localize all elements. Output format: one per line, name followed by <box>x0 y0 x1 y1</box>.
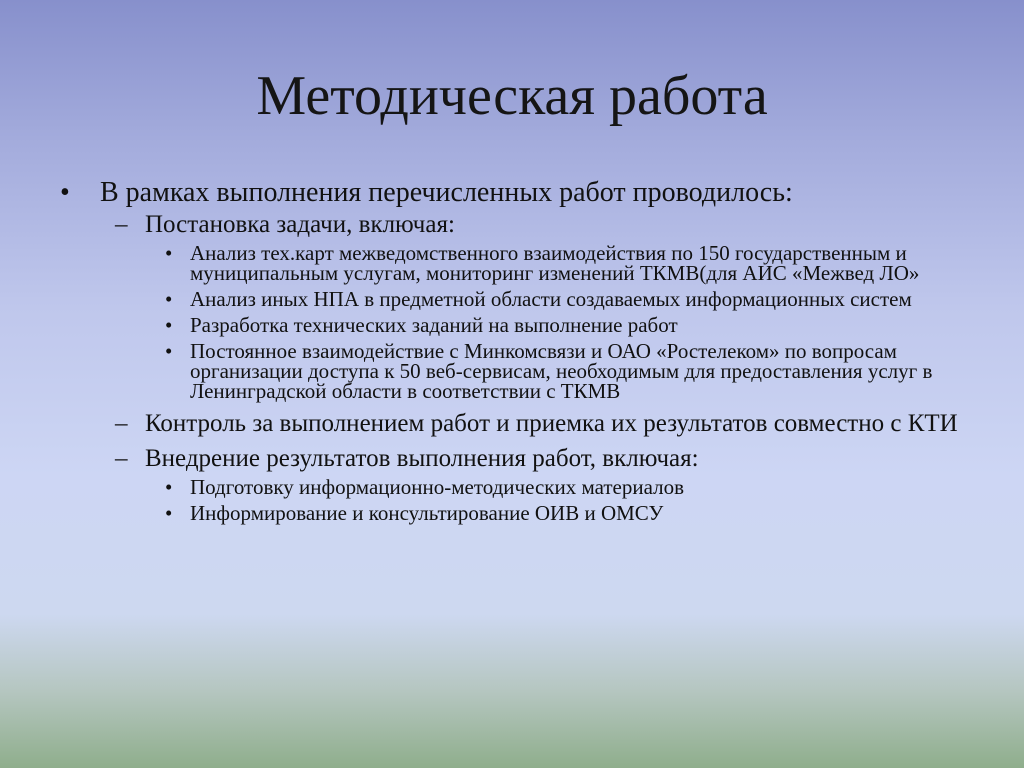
subitem-control <box>60 411 970 436</box>
bullet-mark: • <box>60 177 70 208</box>
list-item <box>60 477 970 497</box>
slide-content <box>60 178 970 523</box>
subitem-implementation <box>60 446 970 471</box>
list-item <box>60 243 970 283</box>
list-item <box>60 503 970 523</box>
list-item-text: Разработка технических заданий на выполнение работ <box>190 313 678 337</box>
list-item-text: Подготовку информационно-методических материалов <box>190 475 685 499</box>
list-item <box>60 289 970 309</box>
slide-title: Методическая работа <box>256 65 768 127</box>
list-item <box>60 341 970 401</box>
dash-mark: – <box>115 445 128 472</box>
list-item-text: Постоянное взаимодействие с Минкомсвязи и ОАО «Ростелеком» по вопросам организации доступа к 50 веб-сервисам, необходимым для предоставления услуг в Ленинградской области в соответствии с ТКМВ <box>190 339 933 403</box>
bullet-level1 <box>60 178 970 208</box>
list-item-text: Анализ тех.карт межведомственного взаимодействия по 150 государственным и муниципальным услугам, мониторинг изменений ТКМВ(для АИС «Межвед ЛО» <box>190 241 920 285</box>
bullet-mark: • <box>165 339 173 363</box>
bullet-level1-text: В рамках выполнения перечисленных работ проводилось: <box>100 177 793 208</box>
bullet-mark: • <box>165 287 173 311</box>
list-item-text: Информирование и консультирование ОИВ и ОМСУ <box>190 501 664 525</box>
bullet-mark: • <box>165 475 173 499</box>
subitem-text: Контроль за выполнением работ и приемка их результатов совместно с КТИ <box>145 410 958 437</box>
list-item <box>60 315 970 335</box>
dash-mark: – <box>115 410 128 437</box>
bullet-mark: • <box>165 501 173 525</box>
bullet-mark: • <box>165 313 173 337</box>
subitem-text: Постановка задачи, включая: <box>145 211 455 238</box>
subitem-task-setting <box>60 212 970 237</box>
bullet-mark: • <box>165 241 173 265</box>
dash-mark: – <box>115 211 128 238</box>
subitem-text: Внедрение результатов выполнения работ, включая: <box>145 445 699 472</box>
list-item-text: Анализ иных НПА в предметной области создаваемых информационных систем <box>190 287 912 311</box>
